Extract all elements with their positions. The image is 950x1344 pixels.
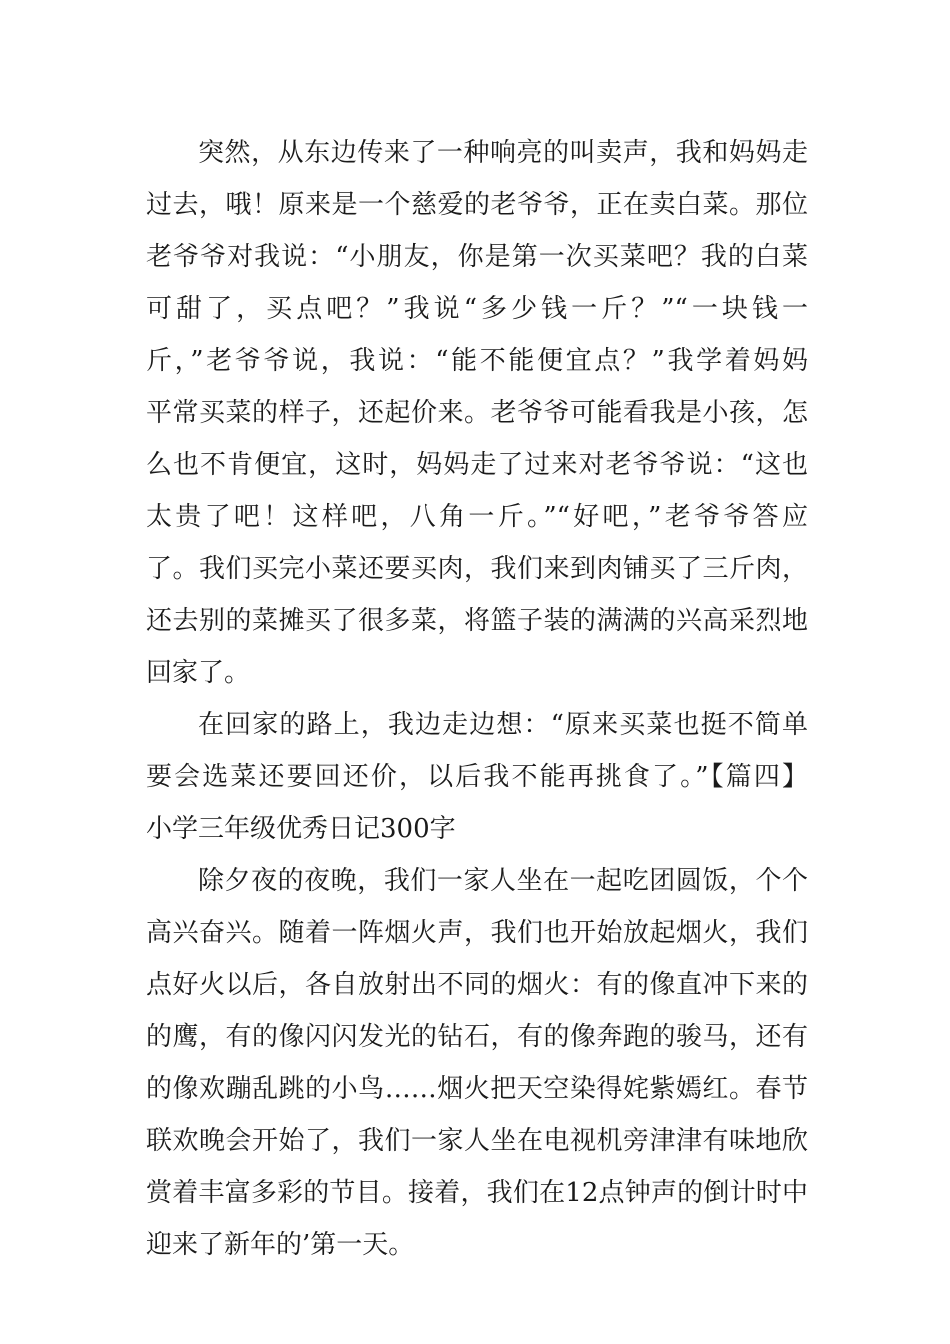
text-line: 联欢晚会开始了，我们一家人坐在电视机旁津津有味地欣: [146, 1126, 808, 1156]
text-line: 点好火以后，各自放射出不同的烟火：有的像直冲下来的: [146, 970, 808, 1000]
text-line: 平常买菜的样子，还起价来。老爷爷可能看我是小孩，怎: [146, 398, 808, 428]
text-line: 回家了。: [146, 658, 251, 688]
text-line: 的像欢蹦乱跳的小鸟……烟火把天空染得姹紫嫣红。春节: [146, 1074, 808, 1104]
text-line: 太贵了吧！这样吧，八角一斤。”“好吧，”老爷爷答应: [146, 502, 808, 532]
text-line: 在回家的路上，我边走边想：“原来买菜也挺不简单: [198, 710, 808, 740]
paragraph-1: [146, 127, 808, 699]
text-line: 迎来了新年的’第一天。: [146, 1230, 415, 1260]
text-line: 过去，哦！原来是一个慈爱的老爷爷，正在卖白菜。那位: [146, 190, 808, 220]
text-line: 么也不肯便宜，这时，妈妈走了过来对老爷爷说：“这也: [146, 450, 808, 480]
text-line: 老爷爷对我说：“小朋友，你是第一次买菜吧？我的白菜: [146, 242, 808, 272]
text-line: 赏着丰富多彩的节目。接着，我们在12点钟声的倒计时中: [146, 1178, 808, 1208]
document-body: [146, 127, 808, 1271]
paragraph-2: [146, 699, 808, 855]
text-line: 斤，”老爷爷说，我说：“能不能便宜点？”我学着妈妈: [146, 346, 808, 376]
paragraph-3: [146, 855, 808, 1271]
text-line: 除夕夜的夜晚，我们一家人坐在一起吃团圆饭，个个: [198, 866, 808, 896]
text-line: 高兴奋兴。随着一阵烟火声，我们也开始放起烟火，我们: [146, 918, 808, 948]
text-line: 要会选菜还要回还价，以后我不能再挑食了。”【篇四】: [146, 762, 808, 792]
text-line: 突然，从东边传来了一种响亮的叫卖声，我和妈妈走: [198, 138, 808, 168]
section-heading: 小学三年级优秀日记300字: [146, 814, 456, 844]
text-line: 可甜了，买点吧？”我说“多少钱一斤？”“一块钱一: [146, 294, 808, 324]
text-line: 还去别的菜摊买了很多菜，将篮子装的满满的兴高采烈地: [146, 606, 808, 636]
text-line: 了。我们买完小菜还要买肉，我们来到肉铺买了三斤肉，: [146, 554, 808, 584]
text-line: 的鹰，有的像闪闪发光的钻石，有的像奔跑的骏马，还有: [146, 1022, 808, 1052]
